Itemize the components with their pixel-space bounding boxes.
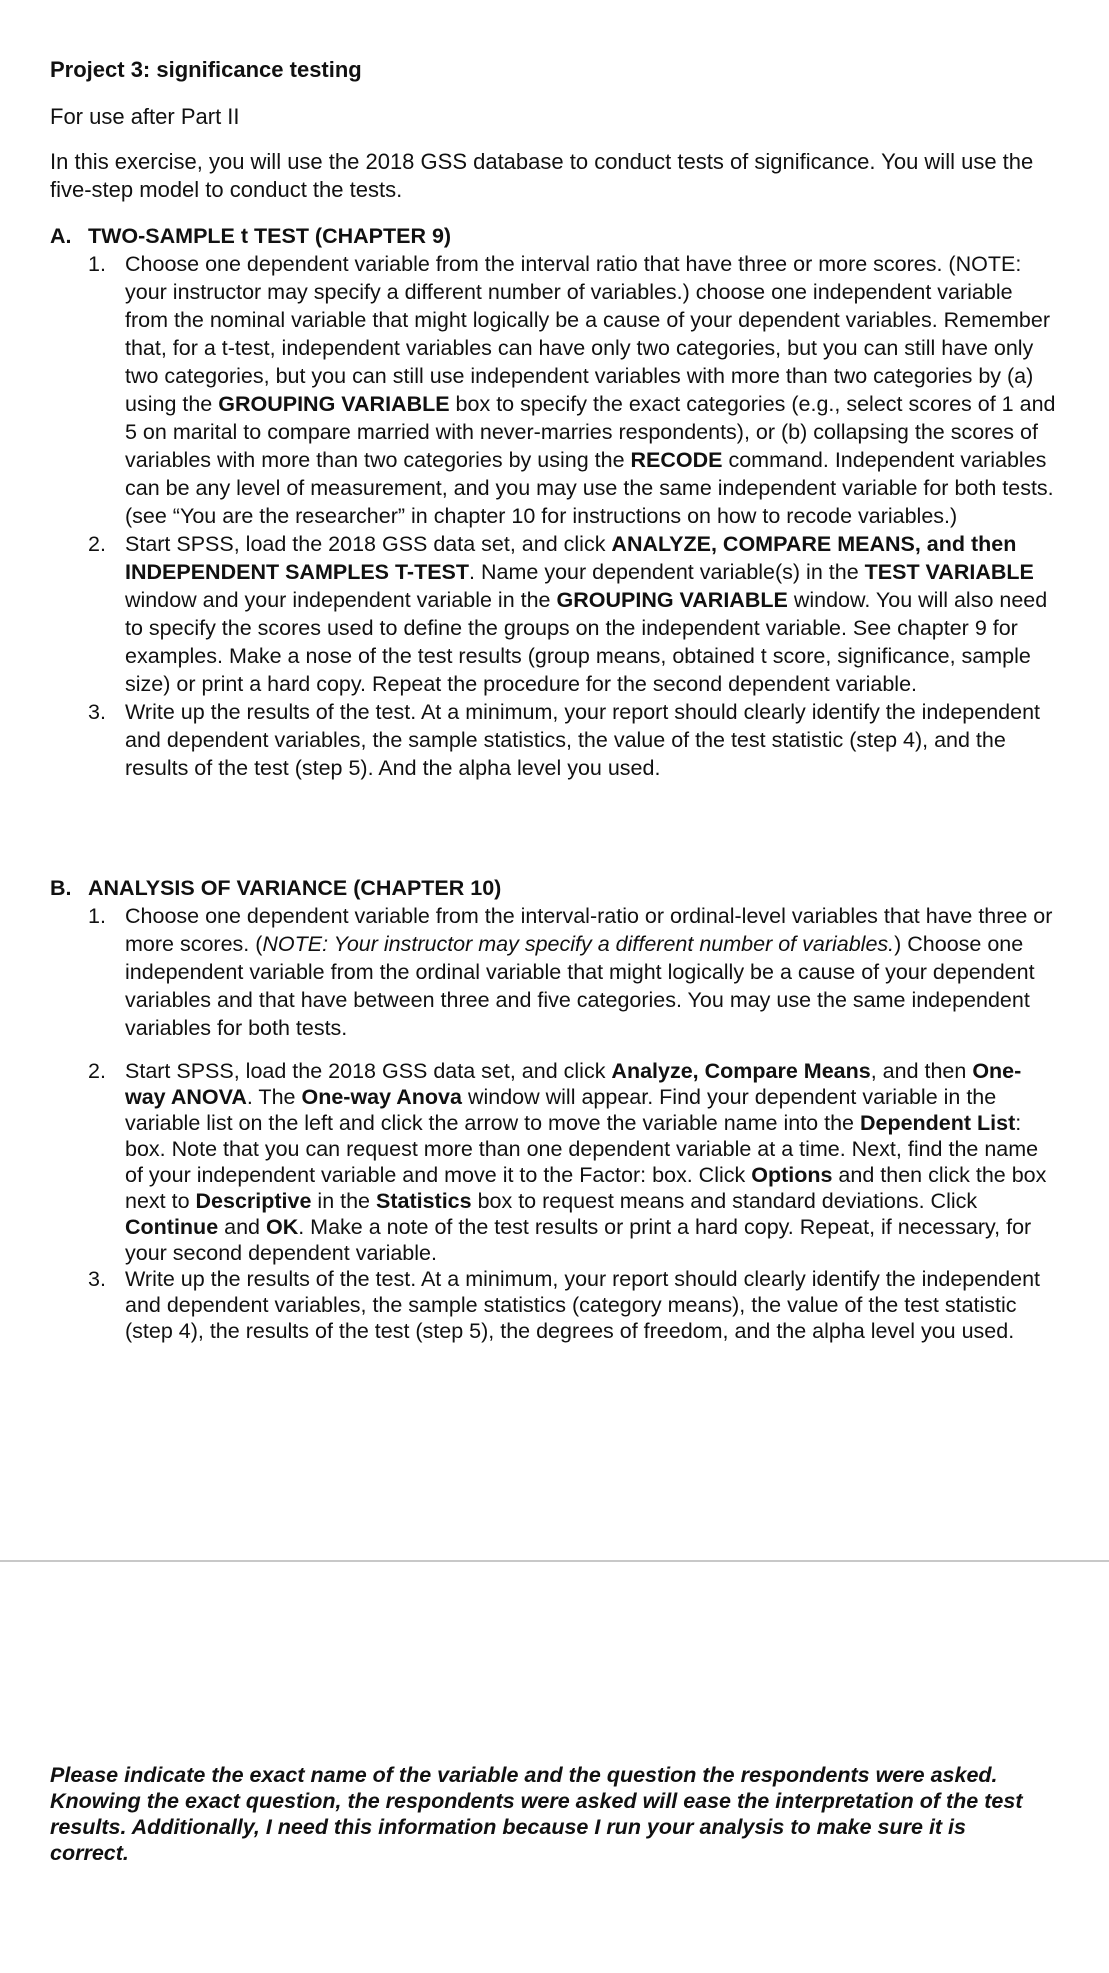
text-run: Choose one dependent variable from the interval ratio that have three or more scores. (NOTE: your instructor may specify a different number of variables.) choose one independent variable from the nominal variable that might logically be a cause of your dependent variables. Remember that, for a t-test, independent variables can have only two categories, but you can still have only two categories, but you can still use independent variables with more than two categories by (a) using the: [125, 252, 1050, 416]
list-item: [50, 698, 1060, 782]
text-run: Write up the results of the test. At a minimum, your report should clearly identify the independent and dependent variables, the sample statistics, the value of the test statistic (step 4), and the results of the test (step 5). And the alpha level you used.: [125, 700, 1041, 780]
document-subtitle: For use after Part II: [50, 104, 240, 129]
bold-text: TEST VARIABLE: [864, 560, 1034, 584]
text-run: Start SPSS, load the 2018 GSS data set, and click: [125, 532, 612, 556]
bold-text: Options: [751, 1163, 833, 1187]
item-number: 2.: [88, 532, 106, 556]
text-run: . Name your dependent variable(s) in the: [469, 560, 865, 584]
section-title: TWO-SAMPLE t TEST (CHAPTER 9): [88, 224, 452, 248]
bold-text: GROUPING VARIABLE: [218, 392, 450, 416]
bold-text: ANALYZE, COMPARE MEANS, and then INDEPENDENT SAMPLES T-TEST: [125, 532, 1017, 584]
item-number: 3.: [88, 1267, 106, 1291]
section-letter: A.: [50, 224, 72, 248]
text-run: and: [218, 1215, 266, 1239]
section-item-list: [50, 902, 1060, 1344]
item-text: [125, 1058, 1060, 1266]
italic-text: NOTE: Your instructor may specify a different number of variables.: [262, 932, 895, 956]
bold-text: OK: [265, 1215, 299, 1239]
text-run: Start SPSS, load the 2018 GSS data set, and click: [125, 1059, 612, 1083]
text-run: box to request means and standard deviations. Click: [471, 1189, 978, 1213]
section-heading: [50, 222, 1060, 250]
bold-text: One-way ANOVA: [125, 1059, 1022, 1109]
footer-note: Please indicate the exact name of the variable and the question the respondents were asked. Knowing the exact question, the respondents were asked will ease the interpretation of the test results. Additionally, I need this information because I run your analysis to make sure it is correct.: [50, 1763, 1023, 1865]
intro-paragraph: In this exercise, you will use the 2018 GSS database to conduct tests of significance. You will use the five-step model to conduct the tests.: [50, 149, 1034, 202]
bold-text: Continue: [125, 1215, 219, 1239]
document-title: Project 3: significance testing: [50, 57, 362, 82]
section-heading: [50, 874, 1060, 902]
section-item-list: [50, 250, 1060, 782]
item-text: [125, 902, 1060, 1042]
item-number: 2.: [88, 1059, 106, 1083]
text-run: window. You will also need to specify the scores used to define the groups on the independent variable. See chapter 9 for examples. Make a nose of the test results (group means, obtained t score, significance, sample size) or print a hard copy. Repeat the procedure for the second dependent variable.: [125, 588, 1048, 696]
bold-text: Descriptive: [195, 1189, 312, 1213]
list-item: [50, 902, 1060, 1042]
bold-text: Statistics: [375, 1189, 472, 1213]
bold-text: RECODE: [630, 448, 723, 472]
item-text: [125, 250, 1060, 530]
text-run: , and then: [870, 1059, 973, 1083]
text-run: window will appear. Find your dependent variable in the variable list on the left and click the arrow to move the variable name into the: [125, 1085, 997, 1135]
section-letter: B.: [50, 876, 72, 900]
section-two-sample-t-test: [50, 222, 1060, 782]
list-item: [50, 1058, 1060, 1266]
bold-text: One-way Anova: [301, 1085, 462, 1109]
item-number: 1.: [88, 904, 106, 928]
text-run: box to specify the exact categories (e.g., select scores of 1 and 5 on marital to compare married with never-marries respondents), or (b) collapsing the scores of variables with more than two categories by using the: [125, 392, 1056, 472]
bold-text: Analyze, Compare Means: [611, 1059, 871, 1083]
item-text: [125, 1266, 1060, 1344]
bold-text: Dependent List: [859, 1111, 1016, 1135]
text-run: in the: [311, 1189, 376, 1213]
text-run: : box. Note that you can request more than one dependent variable at a time. Next, find the name of your independent variable and move it to the Factor: box. Click: [125, 1111, 1039, 1187]
item-text: [125, 530, 1060, 698]
list-item: [50, 530, 1060, 698]
section-analysis-of-variance: [50, 874, 1060, 1344]
bold-text: GROUPING VARIABLE: [556, 588, 788, 612]
page-divider: [0, 1560, 1109, 1562]
section-title: ANALYSIS OF VARIANCE (CHAPTER 10): [88, 876, 502, 900]
item-number: 3.: [88, 700, 106, 724]
item-text: [125, 698, 1060, 782]
list-item: [50, 1266, 1060, 1344]
item-number: 1.: [88, 252, 106, 276]
text-run: Choose one dependent variable from the interval-ratio or ordinal-level variables that have three or more scores. (: [125, 904, 1053, 956]
text-run: Write up the results of the test. At a minimum, your report should clearly identify the independent and dependent variables, the sample statistics (category means), the value of the test statistic (step 4), the results of the test (step 5), the degrees of freedom, and the alpha level you used.: [125, 1267, 1041, 1343]
text-run: and then click the box next to: [125, 1163, 1047, 1213]
text-run: window and your independent variable in the: [125, 588, 557, 612]
text-run: command. Independent variables can be any level of measurement, and you may use the same independent variable for both tests. (see “You are the researcher” in chapter 10 for instructions on how to recode variables.): [125, 448, 1054, 528]
text-run: . The: [246, 1085, 302, 1109]
text-run: . Make a note of the test results or print a hard copy. Repeat, if necessary, for your second dependent variable.: [125, 1215, 1032, 1265]
list-item: [50, 250, 1060, 530]
text-run: ) Choose one independent variable from the ordinal variable that might logically be a cause of your dependent variables and that have between three and five categories. You may use the same independent variables for both tests.: [125, 932, 1035, 1040]
